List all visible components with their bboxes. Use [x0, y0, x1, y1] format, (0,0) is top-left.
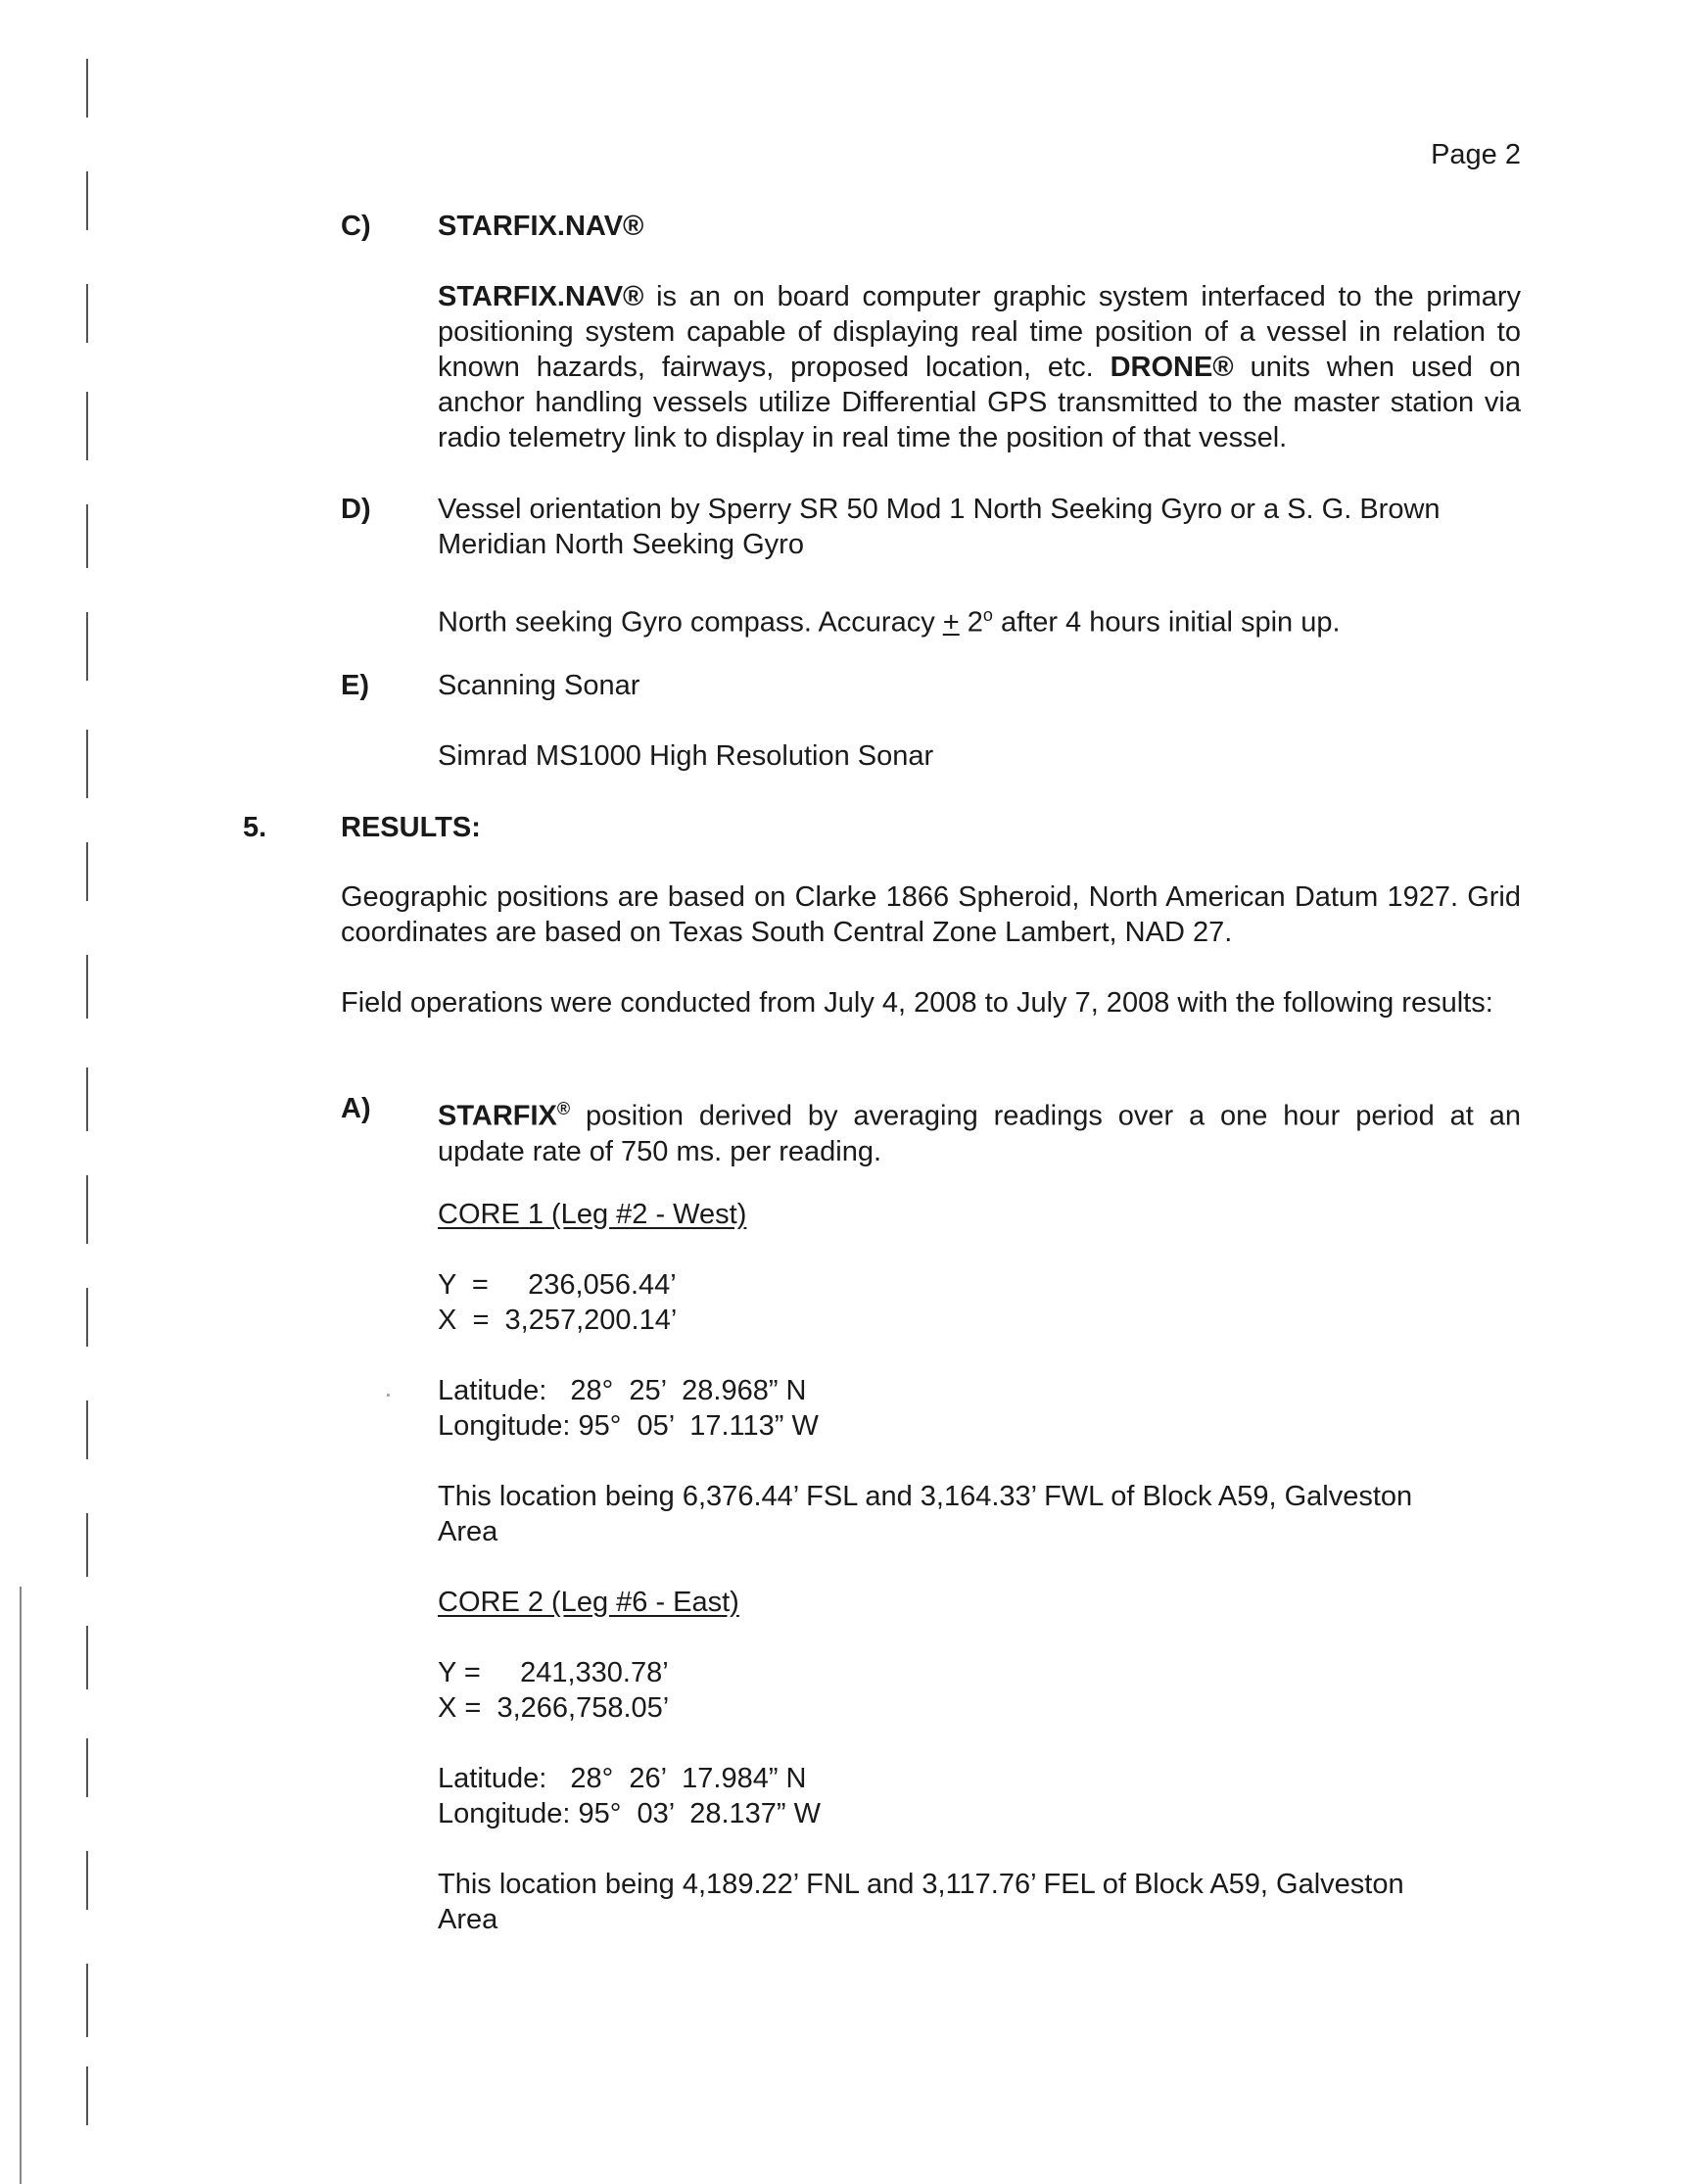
item-c-text-2: units when used on anchor handling vessels utilize Differential GPS transmitted to the master station via radio telemetry link to display in real time the position of that vessel.: [438, 352, 1521, 453]
core-1-location: This location being 6,376.44’ FSL and 3,164.33’ FWL of Block A59, Galveston Area: [438, 1481, 1413, 1547]
core-1-y: Y = 236,056.44’: [438, 1269, 677, 1301]
margin-edge-line: [20, 1587, 22, 2184]
scan-speck: [387, 1394, 390, 1397]
starfix-nav-lead: STARFIX.NAV®: [438, 281, 644, 312]
margin-mark: [86, 284, 88, 343]
margin-mark: [86, 1626, 88, 1689]
core-1-heading: CORE 1 (Leg #2 - West): [438, 1199, 747, 1230]
page-number: Page 2: [1431, 139, 1521, 170]
item-c-text-1: is an on board computer graphic system interfaced to the primary positioning system capable of displaying real time position of a vessel in relation to known hazards, fairways, proposed location, etc.: [438, 281, 1521, 383]
margin-mark: [86, 392, 88, 460]
margin-mark: [86, 1964, 88, 2037]
item-d-line-2: Meridian North Seeking Gyro: [438, 529, 804, 560]
item-a-text: position derived by averaging readings over a one hour period at an update rate of 750 ms. per reading.: [438, 1100, 1521, 1167]
gyro-accuracy-a: North seeking Gyro compass. Accuracy: [438, 606, 943, 639]
section-5-title: RESULTS:: [341, 812, 481, 843]
core-1-latitude: Latitude: 28° 25’ 28.968” N: [438, 1375, 807, 1406]
margin-mark: [86, 2066, 88, 2125]
core-2-heading: CORE 2 (Leg #6 - East): [438, 1587, 739, 1618]
item-e-marker: E): [341, 670, 369, 701]
core-2-longitude: Longitude: 95° 03’ 28.137” W: [438, 1798, 822, 1829]
core-2-location: This location being 4,189.22’ FNL and 3,117.76’ FEL of Block A59, Galveston Area: [438, 1869, 1404, 1935]
core-2-latitude: Latitude: 28° 26’ 17.984” N: [438, 1763, 807, 1794]
item-c-marker: C): [341, 211, 371, 242]
margin-mark: [86, 1288, 88, 1347]
item-c-description: [438, 279, 1521, 455]
gyro-accuracy: [438, 597, 1341, 641]
registered-mark: ®: [556, 1099, 571, 1118]
core-2-y: Y = 241,330.78’: [438, 1657, 669, 1688]
degree-mark: o: [982, 605, 993, 625]
results-paragraph-2: Field operations were conducted from July 4, 2008 to July 7, 2008 with the following results:: [341, 987, 1493, 1019]
margin-mark: [86, 1851, 88, 1910]
item-d-line-1: Vessel orientation by Sperry SR 50 Mod 1 North Seeking Gyro or a S. G. Brown: [438, 494, 1441, 525]
margin-mark: [86, 1175, 88, 1244]
item-e-title: Scanning Sonar: [438, 670, 640, 701]
margin-mark: [86, 1401, 88, 1459]
section-5-number: 5.: [243, 812, 267, 843]
core-1-longitude: Longitude: 95° 05’ 17.113” W: [438, 1410, 819, 1442]
margin-mark: [86, 1738, 88, 1797]
margin-mark: [86, 504, 88, 568]
drone-term: DRONE®: [1110, 352, 1234, 383]
margin-mark: [86, 1513, 88, 1577]
gyro-accuracy-b: 2: [959, 606, 983, 639]
item-d-marker: D): [341, 494, 371, 525]
item-a-description: [438, 1091, 1521, 1169]
margin-mark: [86, 612, 88, 681]
starfix-lead: STARFIX: [438, 1100, 557, 1132]
margin-mark: [86, 171, 88, 230]
gyro-accuracy-c: after 4 hours initial spin up.: [992, 606, 1341, 639]
margin-mark: [86, 842, 88, 901]
margin-mark: [86, 1068, 88, 1131]
plus-minus-sign: +: [942, 606, 960, 639]
margin-mark: [86, 59, 88, 118]
margin-mark: [86, 955, 88, 1019]
core-1-x: X = 3,257,200.14’: [438, 1305, 678, 1336]
margin-mark: [86, 730, 88, 798]
item-a-marker: A): [341, 1093, 371, 1124]
item-e-detail: Simrad MS1000 High Resolution Sonar: [438, 740, 934, 772]
item-c-title: STARFIX.NAV®: [438, 211, 644, 242]
results-paragraph-1: Geographic positions are based on Clarke 1866 Spheroid, North American Datum 1927. Grid coordinates are based on Texas South Central Zone Lambert, NAD 27.: [341, 881, 1521, 948]
core-2-x: X = 3,266,758.05’: [438, 1692, 670, 1724]
